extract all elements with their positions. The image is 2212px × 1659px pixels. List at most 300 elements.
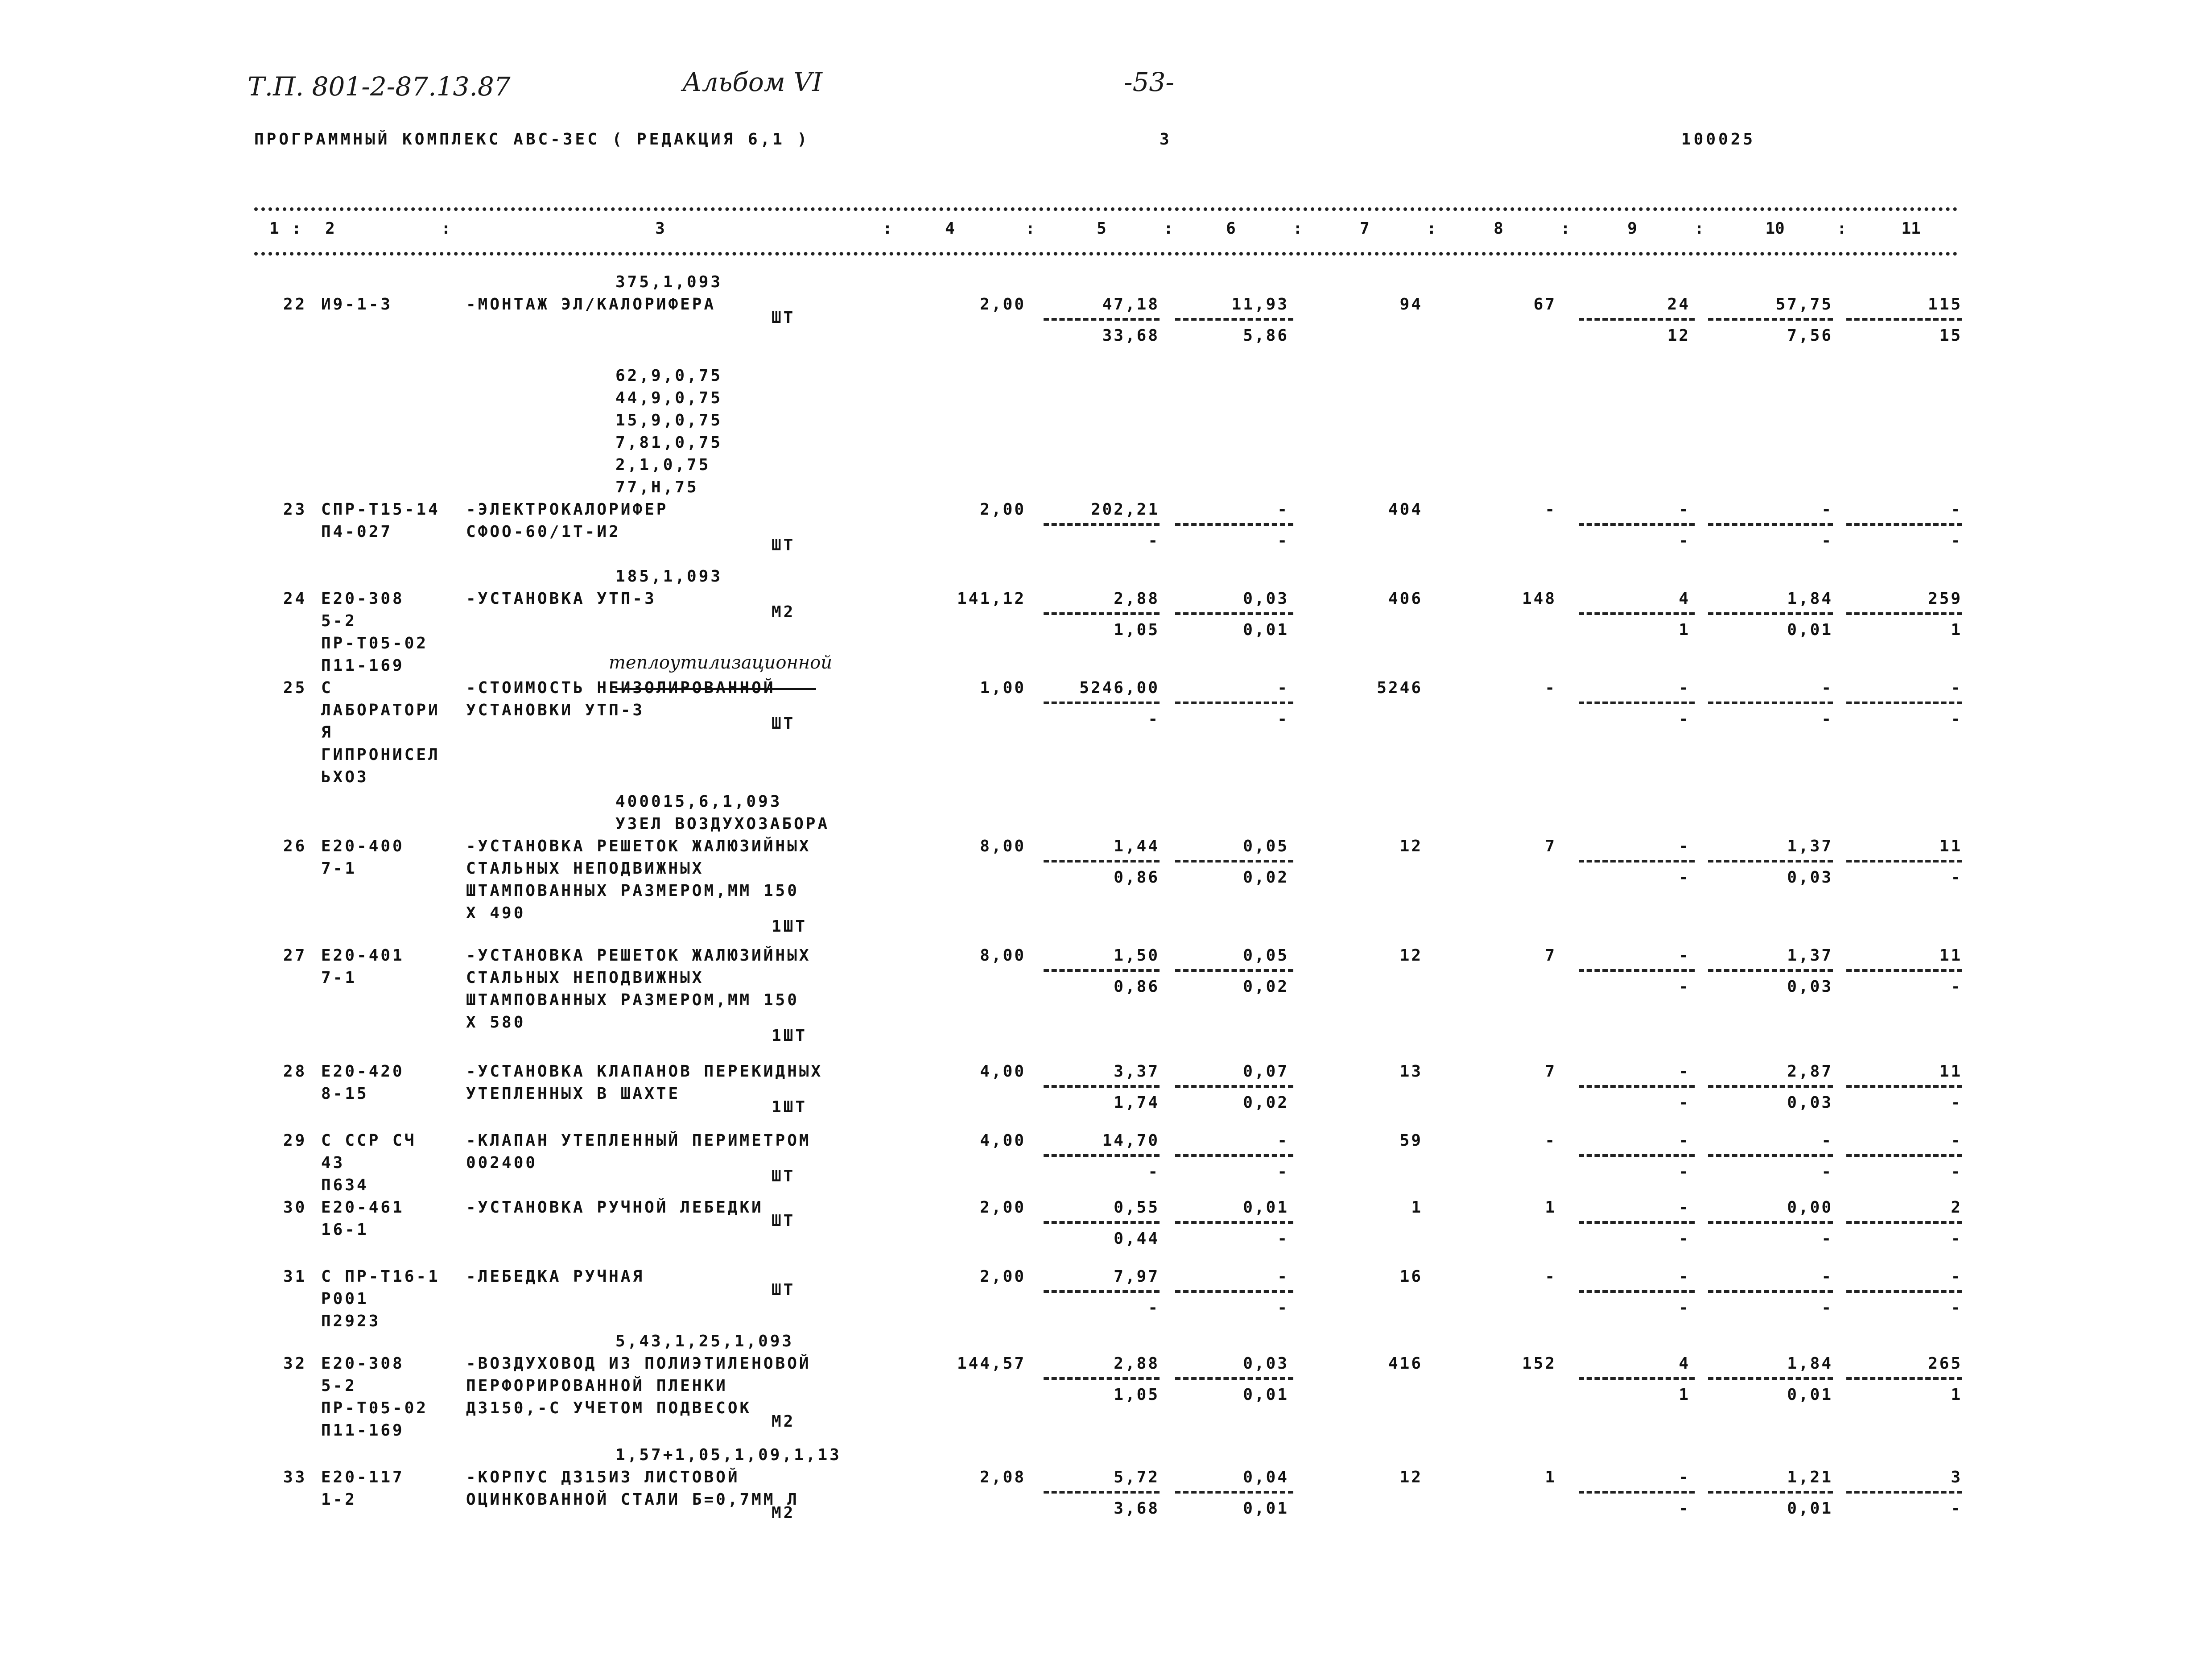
- value-col-11-lower: -: [1951, 1499, 1962, 1518]
- value-divider: [1044, 612, 1160, 615]
- rate-code: ГИПРОНИСЕЛ: [321, 746, 440, 764]
- value-col-7: 59: [1399, 1131, 1423, 1150]
- value-col-9-lower: 1: [1679, 621, 1690, 639]
- handwritten-correction: теплоутилизационной: [609, 652, 832, 673]
- value-divider: [1044, 1221, 1160, 1224]
- value-col-11-lower: -: [1951, 1299, 1962, 1317]
- column-separator: :: [1427, 219, 1436, 238]
- value-col-5-lower: -: [1148, 1299, 1160, 1317]
- value-divider: [1846, 969, 1962, 972]
- rate-code: П11-169: [321, 1421, 404, 1440]
- value-col-10-lower: 0,01: [1787, 1499, 1833, 1518]
- value-col-11-lower: -: [1951, 868, 1962, 887]
- value-divider: [1579, 612, 1695, 615]
- unit-of-measure: ШТ: [772, 714, 796, 733]
- value-col-6-lower: -: [1277, 1163, 1289, 1181]
- rate-code: Е20-420: [321, 1062, 404, 1081]
- value-col-4: 2,00: [980, 500, 1026, 519]
- column-separator: :: [441, 219, 451, 238]
- work-description: Х 580: [466, 1013, 526, 1032]
- value-col-10-lower: 0,01: [1787, 621, 1833, 639]
- value-divider: [1579, 523, 1695, 526]
- value-divider: [1846, 612, 1962, 615]
- work-description: -УСТАНОВКА РЕШЕТОК ЖАЛЮЗИЙНЫХ: [466, 837, 811, 855]
- value-col-9-lower: -: [1679, 532, 1690, 550]
- column-separator: :: [1560, 219, 1570, 238]
- work-description: -КЛАПАН УТЕПЛЕННЫЙ ПЕРИМЕТРОМ: [466, 1131, 811, 1150]
- work-description: ПЕРФОРИРОВАННОЙ ПЛЕНКИ: [466, 1377, 728, 1395]
- value-divider: [1044, 969, 1160, 972]
- value-col-11-lower: 15: [1939, 326, 1962, 345]
- value-col-9-lower: -: [1679, 1163, 1690, 1181]
- value-divider: [1175, 1154, 1293, 1157]
- value-divider: [1708, 1290, 1833, 1293]
- row-number: 26: [283, 837, 307, 855]
- value-col-5-lower: 1,05: [1114, 1386, 1160, 1404]
- doc-code: Т.П. 801-2-87.13.87: [248, 71, 511, 102]
- value-col-10-lower: -: [1821, 1230, 1833, 1248]
- rate-code: 1-2: [321, 1490, 357, 1509]
- value-divider: [1175, 1290, 1293, 1293]
- value-col-11: 3: [1951, 1468, 1962, 1486]
- rate-code: С ССР СЧ: [321, 1131, 417, 1150]
- value-col-10-lower: -: [1821, 532, 1833, 550]
- value-col-5: 1,44: [1114, 837, 1160, 855]
- value-col-5-lower: -: [1148, 1163, 1160, 1181]
- rate-code: 5-2: [321, 612, 357, 630]
- value-col-11: 11: [1939, 837, 1962, 855]
- value-col-9: -: [1679, 679, 1690, 697]
- value-col-6-lower: -: [1277, 710, 1289, 728]
- unit-of-measure: 1ШТ: [772, 917, 808, 936]
- column-number-4: 4: [945, 219, 955, 238]
- value-col-7: 16: [1399, 1267, 1423, 1286]
- value-col-9: -: [1679, 500, 1690, 519]
- work-description: СТАЛЬНЫХ НЕПОДВИЖНЫХ: [466, 969, 704, 987]
- value-col-9: 4: [1679, 590, 1690, 608]
- work-description: -УСТАНОВКА РЕШЕТОК ЖАЛЮЗИЙНЫХ: [466, 946, 811, 965]
- column-separator: :: [1694, 219, 1704, 238]
- column-number-8: 8: [1494, 219, 1503, 238]
- rate-code: 8-15: [321, 1085, 369, 1103]
- unit-of-measure: М2: [772, 603, 796, 621]
- value-divider: [1579, 1221, 1695, 1224]
- value-col-8: 7: [1545, 837, 1556, 855]
- value-col-11-lower: -: [1951, 978, 1962, 996]
- value-col-11: 11: [1939, 946, 1962, 965]
- work-description: -ЛЕБЕДКА РУЧНАЯ: [466, 1267, 645, 1286]
- value-col-9: -: [1679, 1131, 1690, 1150]
- value-col-6: -: [1277, 1131, 1289, 1150]
- value-divider: [1579, 1085, 1695, 1088]
- value-col-7: 13: [1399, 1062, 1423, 1081]
- value-col-5: 7,97: [1114, 1267, 1160, 1286]
- value-col-5-lower: -: [1148, 532, 1160, 550]
- value-col-6: 0,05: [1243, 946, 1289, 965]
- value-col-10: 2,87: [1787, 1062, 1833, 1081]
- rate-code: С: [321, 679, 333, 697]
- row-number: 25: [283, 679, 307, 697]
- value-col-11-lower: 1: [1951, 621, 1962, 639]
- work-description: ШТАМПОВАННЫХ РАЗМЕРОМ,ММ 150: [466, 882, 799, 900]
- rate-code: Е20-117: [321, 1468, 404, 1486]
- rate-code: И9-1-3: [321, 295, 393, 314]
- value-col-11: -: [1951, 1267, 1962, 1286]
- value-divider: [1579, 1154, 1695, 1157]
- value-divider: [1579, 860, 1695, 863]
- value-col-11: 11: [1939, 1062, 1962, 1081]
- header-rule-top: [254, 207, 1958, 211]
- value-col-9-lower: -: [1679, 1499, 1690, 1518]
- row-number: 28: [283, 1062, 307, 1081]
- value-col-8: 148: [1522, 590, 1556, 608]
- rate-code: П11-169: [321, 656, 404, 675]
- value-col-6: 0,03: [1243, 590, 1289, 608]
- value-col-7: 12: [1399, 837, 1423, 855]
- rate-code: Р001: [321, 1290, 369, 1308]
- work-description: Д3150,-С УЧЕТОМ ПОДВЕСОК: [466, 1399, 752, 1417]
- value-col-6: 11,93: [1231, 295, 1289, 314]
- value-col-5-lower: 3,68: [1114, 1499, 1160, 1518]
- value-divider: [1044, 1085, 1160, 1088]
- value-col-8: 7: [1545, 1062, 1556, 1081]
- value-col-9: -: [1679, 1062, 1690, 1081]
- page-number: -53-: [1124, 67, 1174, 97]
- row-number: 24: [283, 590, 307, 608]
- value-col-4: 2,08: [980, 1468, 1026, 1486]
- value-col-6-lower: 0,02: [1243, 868, 1289, 887]
- value-col-11: -: [1951, 1131, 1962, 1150]
- value-divider: [1846, 1221, 1962, 1224]
- value-divider: [1044, 702, 1160, 704]
- value-divider: [1708, 969, 1833, 972]
- value-col-4: 144,57: [957, 1354, 1026, 1373]
- unit-of-measure: М2: [772, 1412, 796, 1431]
- unit-of-measure: ШТ: [772, 536, 796, 554]
- value-col-10: -: [1821, 1267, 1833, 1286]
- unit-of-measure: ШТ: [772, 1281, 796, 1299]
- unit-of-measure: М2: [772, 1504, 796, 1522]
- value-divider: [1175, 860, 1293, 863]
- rate-code: 7-1: [321, 859, 357, 878]
- column-number-11: 11: [1901, 219, 1921, 238]
- value-col-5-lower: 0,86: [1114, 978, 1160, 996]
- rate-code: ЬХОЗ: [321, 768, 369, 786]
- value-col-10-lower: -: [1821, 710, 1833, 728]
- header-rule-bottom: [254, 252, 1958, 256]
- value-col-5: 3,37: [1114, 1062, 1160, 1081]
- value-col-11-lower: -: [1951, 1094, 1962, 1112]
- rate-code: П634: [321, 1176, 369, 1194]
- value-divider: [1708, 1377, 1833, 1380]
- rate-code: 7-1: [321, 969, 357, 987]
- value-col-11-lower: -: [1951, 1230, 1962, 1248]
- column-number-10: 10: [1765, 219, 1785, 238]
- value-col-10-lower: 0,03: [1787, 978, 1833, 996]
- value-divider: [1708, 1085, 1833, 1088]
- value-col-4: 8,00: [980, 837, 1026, 855]
- work-description: -УСТАНОВКА КЛАПАНОВ ПЕРЕКИДНЫХ: [466, 1062, 823, 1081]
- value-col-10-lower: -: [1821, 1299, 1833, 1317]
- value-col-5-lower: -: [1148, 710, 1160, 728]
- column-separator: :: [1025, 219, 1035, 238]
- unit-of-measure: 1ШТ: [772, 1098, 808, 1116]
- value-col-9-lower: -: [1679, 1230, 1690, 1248]
- calc-note: 5,43,1,25,1,093: [615, 1332, 794, 1350]
- value-col-6-lower: 0,01: [1243, 1499, 1289, 1518]
- value-col-10-lower: 0,01: [1787, 1386, 1833, 1404]
- value-col-9-lower: -: [1679, 710, 1690, 728]
- value-col-6: -: [1277, 679, 1289, 697]
- value-col-7: 94: [1399, 295, 1423, 314]
- value-divider: [1044, 1491, 1160, 1494]
- value-divider: [1579, 969, 1695, 972]
- rate-code: Е20-308: [321, 590, 404, 608]
- rate-code: 5-2: [321, 1377, 357, 1395]
- rate-code: Е20-308: [321, 1354, 404, 1373]
- work-description: ШТАМПОВАННЫХ РАЗМЕРОМ,ММ 150: [466, 991, 799, 1009]
- value-col-9-lower: -: [1679, 868, 1690, 887]
- row-number: 23: [283, 500, 307, 519]
- value-divider: [1175, 523, 1293, 526]
- rate-code: С ПР-Т16-1: [321, 1267, 440, 1286]
- value-col-9-lower: -: [1679, 978, 1690, 996]
- column-separator: :: [1293, 219, 1303, 238]
- calc-note: 77,Н,75: [615, 478, 699, 496]
- value-col-9: -: [1679, 946, 1690, 965]
- row-number: 31: [283, 1267, 307, 1286]
- value-col-11-lower: -: [1951, 532, 1962, 550]
- row-number: 29: [283, 1131, 307, 1150]
- value-col-10: 1,84: [1787, 1354, 1833, 1373]
- value-col-6-lower: 0,01: [1243, 621, 1289, 639]
- value-col-8: -: [1545, 1131, 1556, 1150]
- value-col-9: -: [1679, 1198, 1690, 1217]
- value-col-5: 5246,00: [1079, 679, 1160, 697]
- unit-of-measure: ШТ: [772, 1167, 796, 1185]
- value-col-10: 0,00: [1787, 1198, 1833, 1217]
- unit-of-measure: 1ШТ: [772, 1027, 808, 1045]
- value-col-5-lower: 0,44: [1114, 1230, 1160, 1248]
- value-divider: [1579, 1290, 1695, 1293]
- value-col-8: 67: [1533, 295, 1556, 314]
- value-divider: [1044, 860, 1160, 863]
- value-col-11-lower: 1: [1951, 1386, 1962, 1404]
- work-description: СТАЛЬНЫХ НЕПОДВИЖНЫХ: [466, 859, 704, 878]
- value-divider: [1044, 318, 1160, 321]
- value-col-7: 12: [1399, 946, 1423, 965]
- value-divider: [1175, 702, 1293, 704]
- value-col-9-lower: -: [1679, 1299, 1690, 1317]
- value-col-6: 0,05: [1243, 837, 1289, 855]
- work-description: -МОНТАЖ ЭЛ/КАЛОРИФЕРА: [466, 295, 716, 314]
- value-col-8: 1: [1545, 1198, 1556, 1217]
- sheet-number: 3: [1160, 130, 1172, 149]
- value-col-9: 24: [1667, 295, 1690, 314]
- calc-note: 2,1,0,75: [615, 456, 711, 474]
- work-description: -КОРПУС Д315ИЗ ЛИСТОВОЙ: [466, 1468, 740, 1486]
- work-description: УТЕПЛЕННЫХ В ШАХТЕ: [466, 1085, 681, 1103]
- column-number-3: 3: [655, 219, 665, 238]
- value-col-9: -: [1679, 1468, 1690, 1486]
- column-separator: :: [883, 219, 892, 238]
- value-col-6: -: [1277, 1267, 1289, 1286]
- value-col-9: -: [1679, 1267, 1690, 1286]
- value-col-10-lower: 0,03: [1787, 1094, 1833, 1112]
- value-col-6-lower: 0,02: [1243, 1094, 1289, 1112]
- column-separator: :: [1837, 219, 1847, 238]
- work-description: 002400: [466, 1154, 538, 1172]
- value-col-10: -: [1821, 1131, 1833, 1150]
- value-divider: [1175, 1377, 1293, 1380]
- value-divider: [1846, 702, 1962, 704]
- column-separator: :: [292, 219, 301, 238]
- value-col-5-lower: 0,86: [1114, 868, 1160, 887]
- value-col-5: 1,50: [1114, 946, 1160, 965]
- value-col-6: 0,04: [1243, 1468, 1289, 1486]
- value-divider: [1175, 1085, 1293, 1088]
- value-divider: [1175, 318, 1293, 321]
- calc-note: 1,57+1,05,1,09,1,13: [615, 1446, 842, 1464]
- value-col-11-lower: -: [1951, 710, 1962, 728]
- value-col-9-lower: 1: [1679, 1386, 1690, 1404]
- work-description: ОЦИНКОВАННОЙ СТАЛИ Б=0,7ММ Л: [466, 1490, 799, 1509]
- value-divider: [1846, 318, 1962, 321]
- value-col-6-lower: -: [1277, 1230, 1289, 1248]
- value-divider: [1579, 702, 1695, 704]
- album-label: Альбом VI: [682, 67, 823, 97]
- value-col-5: 2,88: [1114, 1354, 1160, 1373]
- strike-through: [615, 688, 816, 690]
- calc-note: 185,1,093: [615, 567, 723, 586]
- value-col-9-lower: 12: [1667, 326, 1690, 345]
- rate-code: П2923: [321, 1312, 381, 1330]
- row-number: 33: [283, 1468, 307, 1486]
- value-divider: [1579, 318, 1695, 321]
- value-divider: [1708, 1154, 1833, 1157]
- value-col-8: 1: [1545, 1468, 1556, 1486]
- value-col-11: -: [1951, 500, 1962, 519]
- value-col-6-lower: -: [1277, 1299, 1289, 1317]
- value-col-11: -: [1951, 679, 1962, 697]
- program-line: ПРОГРАММНЫЙ КОМПЛЕКС АВС-3ЕС ( РЕДАКЦИЯ 6,1 ): [254, 130, 810, 149]
- calc-note: 15,9,0,75: [615, 411, 723, 429]
- value-divider: [1579, 1377, 1695, 1380]
- value-col-5-lower: 33,68: [1102, 326, 1160, 345]
- row-number: 32: [283, 1354, 307, 1373]
- value-divider: [1044, 1377, 1160, 1380]
- value-col-10: 1,21: [1787, 1468, 1833, 1486]
- value-divider: [1175, 612, 1293, 615]
- rate-code: П4-027: [321, 523, 393, 541]
- value-col-5: 202,21: [1090, 500, 1160, 519]
- value-divider: [1846, 1085, 1962, 1088]
- column-number-5: 5: [1097, 219, 1106, 238]
- column-number-1: 1: [269, 219, 279, 238]
- value-col-5-lower: 1,05: [1114, 621, 1160, 639]
- rate-code: ЛАБОРАТОРИ: [321, 701, 440, 719]
- value-col-10: -: [1821, 679, 1833, 697]
- value-col-7: 406: [1388, 590, 1423, 608]
- rate-code: Е20-461: [321, 1198, 404, 1217]
- value-divider: [1708, 702, 1833, 704]
- calc-note: 62,9,0,75: [615, 367, 723, 385]
- row-number: 30: [283, 1198, 307, 1217]
- value-col-6-lower: -: [1277, 532, 1289, 550]
- row-number: 27: [283, 946, 307, 965]
- value-col-4: 2,00: [980, 295, 1026, 314]
- work-description: -УСТАНОВКА РУЧНОЙ ЛЕБЕДКИ: [466, 1198, 763, 1217]
- unit-of-measure: ШТ: [772, 309, 796, 327]
- value-col-4: 141,12: [957, 590, 1026, 608]
- value-col-9: 4: [1679, 1354, 1690, 1373]
- value-divider: [1579, 1491, 1695, 1494]
- value-divider: [1044, 1290, 1160, 1293]
- value-divider: [1708, 318, 1833, 321]
- value-col-9: -: [1679, 837, 1690, 855]
- column-separator: :: [1164, 219, 1173, 238]
- value-divider: [1708, 612, 1833, 615]
- work-description: -УСТАНОВКА УТП-3: [466, 590, 656, 608]
- unit-of-measure: ШТ: [772, 1212, 796, 1230]
- rate-code: СПР-Т15-14: [321, 500, 440, 519]
- value-col-8: -: [1545, 1267, 1556, 1286]
- rate-code: Е20-400: [321, 837, 404, 855]
- rate-code: Я: [321, 723, 333, 742]
- value-divider: [1846, 1154, 1962, 1157]
- value-divider: [1175, 969, 1293, 972]
- value-col-6: 0,03: [1243, 1354, 1289, 1373]
- value-col-8: 152: [1522, 1354, 1556, 1373]
- value-col-4: 4,00: [980, 1062, 1026, 1081]
- value-col-10-lower: 0,03: [1787, 868, 1833, 887]
- work-description: -ЭЛЕКТРОКАЛОРИФЕР: [466, 500, 669, 519]
- value-col-6-lower: 0,02: [1243, 978, 1289, 996]
- value-col-10-lower: 7,56: [1787, 326, 1833, 345]
- work-description: СФОО-60/1Т-И2: [466, 523, 621, 541]
- value-col-5-lower: 1,74: [1114, 1094, 1160, 1112]
- calc-note: 400015,6,1,093: [615, 792, 782, 811]
- value-divider: [1708, 1221, 1833, 1224]
- value-col-10: 1,37: [1787, 837, 1833, 855]
- value-col-6-lower: 5,86: [1243, 326, 1289, 345]
- value-col-11: 265: [1927, 1354, 1962, 1373]
- value-col-10: -: [1821, 500, 1833, 519]
- value-divider: [1044, 1154, 1160, 1157]
- value-col-6: 0,07: [1243, 1062, 1289, 1081]
- value-col-4: 2,00: [980, 1198, 1026, 1217]
- rate-code: ПР-Т05-02: [321, 1399, 429, 1417]
- column-number-2: 2: [325, 219, 335, 238]
- value-col-7: 12: [1399, 1468, 1423, 1486]
- work-description: -СТОИМОСТЬ НЕИЗОЛИРОВАННОЙ: [466, 679, 776, 697]
- value-divider: [1175, 1221, 1293, 1224]
- value-col-5: 47,18: [1102, 295, 1160, 314]
- calc-note: 44,9,0,75: [615, 389, 723, 407]
- value-col-6: 0,01: [1243, 1198, 1289, 1217]
- value-col-4: 1,00: [980, 679, 1026, 697]
- value-col-10: 1,84: [1787, 590, 1833, 608]
- value-col-4: 2,00: [980, 1267, 1026, 1286]
- column-number-7: 7: [1360, 219, 1370, 238]
- value-col-11: 115: [1927, 295, 1962, 314]
- rate-code: ПР-Т05-02: [321, 634, 429, 652]
- value-col-6: -: [1277, 500, 1289, 519]
- value-col-5: 2,88: [1114, 590, 1160, 608]
- column-number-9: 9: [1627, 219, 1637, 238]
- value-col-5: 14,70: [1102, 1131, 1160, 1150]
- row-number: 22: [283, 295, 307, 314]
